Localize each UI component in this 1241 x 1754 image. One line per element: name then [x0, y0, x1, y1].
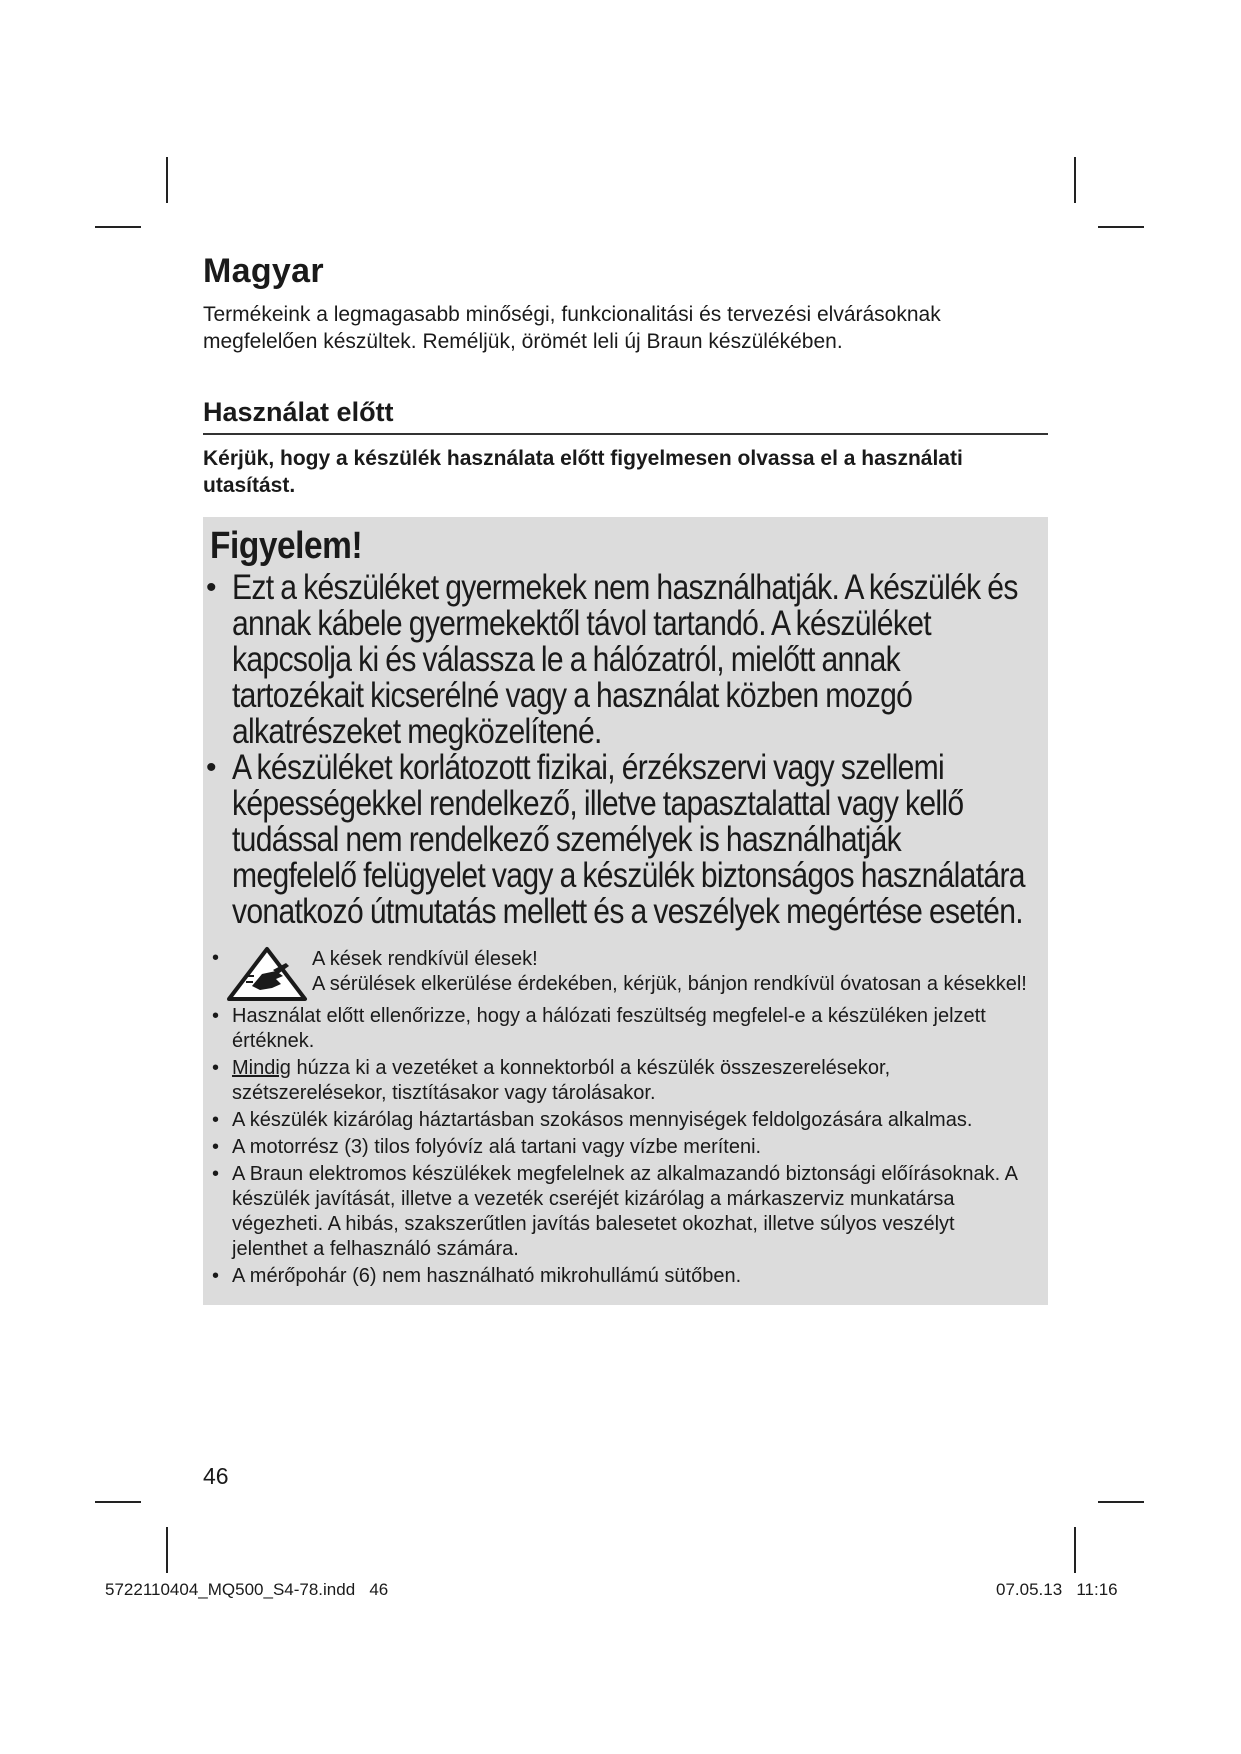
knife-warning-text: A sérülések elkerülése érdekében, kérjük, bánjon rendkívül óvatosan a késekkel! — [312, 973, 1027, 995]
page-number: 46 — [203, 1463, 229, 1489]
bullet: • — [212, 1109, 220, 1131]
crop-mark-bottom-right — [1074, 1527, 1076, 1573]
warning-major-list — [206, 570, 1034, 930]
bullet: • — [212, 947, 220, 969]
bullet: • — [206, 751, 216, 784]
knife-warning-title: A kések rendkívül élesek! — [312, 948, 538, 970]
hand-blade-warning-icon — [226, 946, 308, 1002]
warning-title: Figyelem! — [210, 525, 363, 567]
warning-minor-list — [206, 946, 1034, 1289]
bullet: • — [212, 1057, 220, 1079]
crop-mark-top-right-h — [1098, 226, 1144, 228]
crop-mark-top-right — [1074, 157, 1076, 203]
warning-major-item: • Ezt a készüléket gyermekek nem használhatják. A készülék és annak kábele gyermekektől távol tartandó. A készüléket kapcsolja ki és válassza le a hálózatról, mielőtt annak tartozékait kicserélné vagy a használat közben mozgó alkatrészeket megközelítené. — [206, 568, 1018, 751]
knife-warning-item — [206, 946, 1034, 1002]
page-content — [203, 252, 1048, 1305]
crop-mark-bottom-left-h — [95, 1501, 141, 1503]
crop-mark-top-left — [166, 157, 168, 203]
bullet: • — [212, 1136, 220, 1158]
crop-mark-top-left-h — [95, 226, 141, 228]
print-slug-file: 5722110404_MQ500_S4-78.indd 46 — [105, 1580, 389, 1599]
bullet: • — [212, 1005, 220, 1027]
emphasis-word: Mindig — [232, 1057, 291, 1079]
warning-major-item: • A készüléket korlátozott fizikai, érzékszervi vagy szellemi képességekkel rendelkező, illetve tapasztalattal vagy kellő tudással nem rendelkező személyek is használhatják megfelelő felügyelet vagy a készülék biztonságos használatára vonatkozó útmutatás mellett és a veszélyek megértése esetén. — [206, 748, 1025, 931]
warning-minor-item: • A mérőpohár (6) nem használható mikrohullámú sütőben. — [212, 1265, 742, 1287]
warning-minor-item: • A Braun elektromos készülékek megfelelnek az alkalmazandó biztonsági előírásoknak. A készülék javítását, illetve a vezeték cseréjét kizárólag a márkaszerviz munkatársa végezheti. A hibás, szakszerűtlen javítás balesetet okozhat, illetve súlyos veszélyt jelenthet a felhasználó számára. — [212, 1163, 1017, 1260]
bullet: • — [212, 1163, 220, 1185]
bullet: • — [212, 1265, 220, 1287]
section-heading-before-use: Használat előtt — [203, 397, 1048, 435]
warning-minor-item-unplug: • Mindig húzza ki a vezetéket a konnektorból a készülék összeszerelésekor, szétszerelésekor, tisztításakor vagy tárolásakor. — [212, 1057, 891, 1104]
section-lead: Kérjük, hogy a készülék használata előtt figyelmesen olvassa el a használati utasítást. — [203, 447, 963, 497]
crop-mark-bottom-left — [166, 1527, 168, 1573]
crop-mark-bottom-right-h — [1098, 1501, 1144, 1503]
bullet: • — [206, 571, 216, 604]
warning-box — [203, 517, 1048, 1305]
warning-minor-item: • A motorrész (3) tilos folyóvíz alá tartani vagy vízbe meríteni. — [212, 1136, 762, 1158]
intro-paragraph: Termékeink a legmagasabb minőségi, funkcionalitási és tervezési elvárásoknak megfelelően készültek. Reméljük, örömét leli új Braun készülékében. — [203, 303, 941, 353]
warning-minor-item: • A készülék kizárólag háztartásban szokásos mennyiségek feldolgozására alkalmas. — [212, 1109, 973, 1131]
warning-minor-item: • Használat előtt ellenőrizze, hogy a hálózati feszültség megfelel-e a készüléken jelzett értéknek. — [212, 1005, 986, 1052]
page-title: Magyar — [203, 252, 324, 290]
print-slug-date: 07.05.13 11:16 — [996, 1580, 1118, 1599]
